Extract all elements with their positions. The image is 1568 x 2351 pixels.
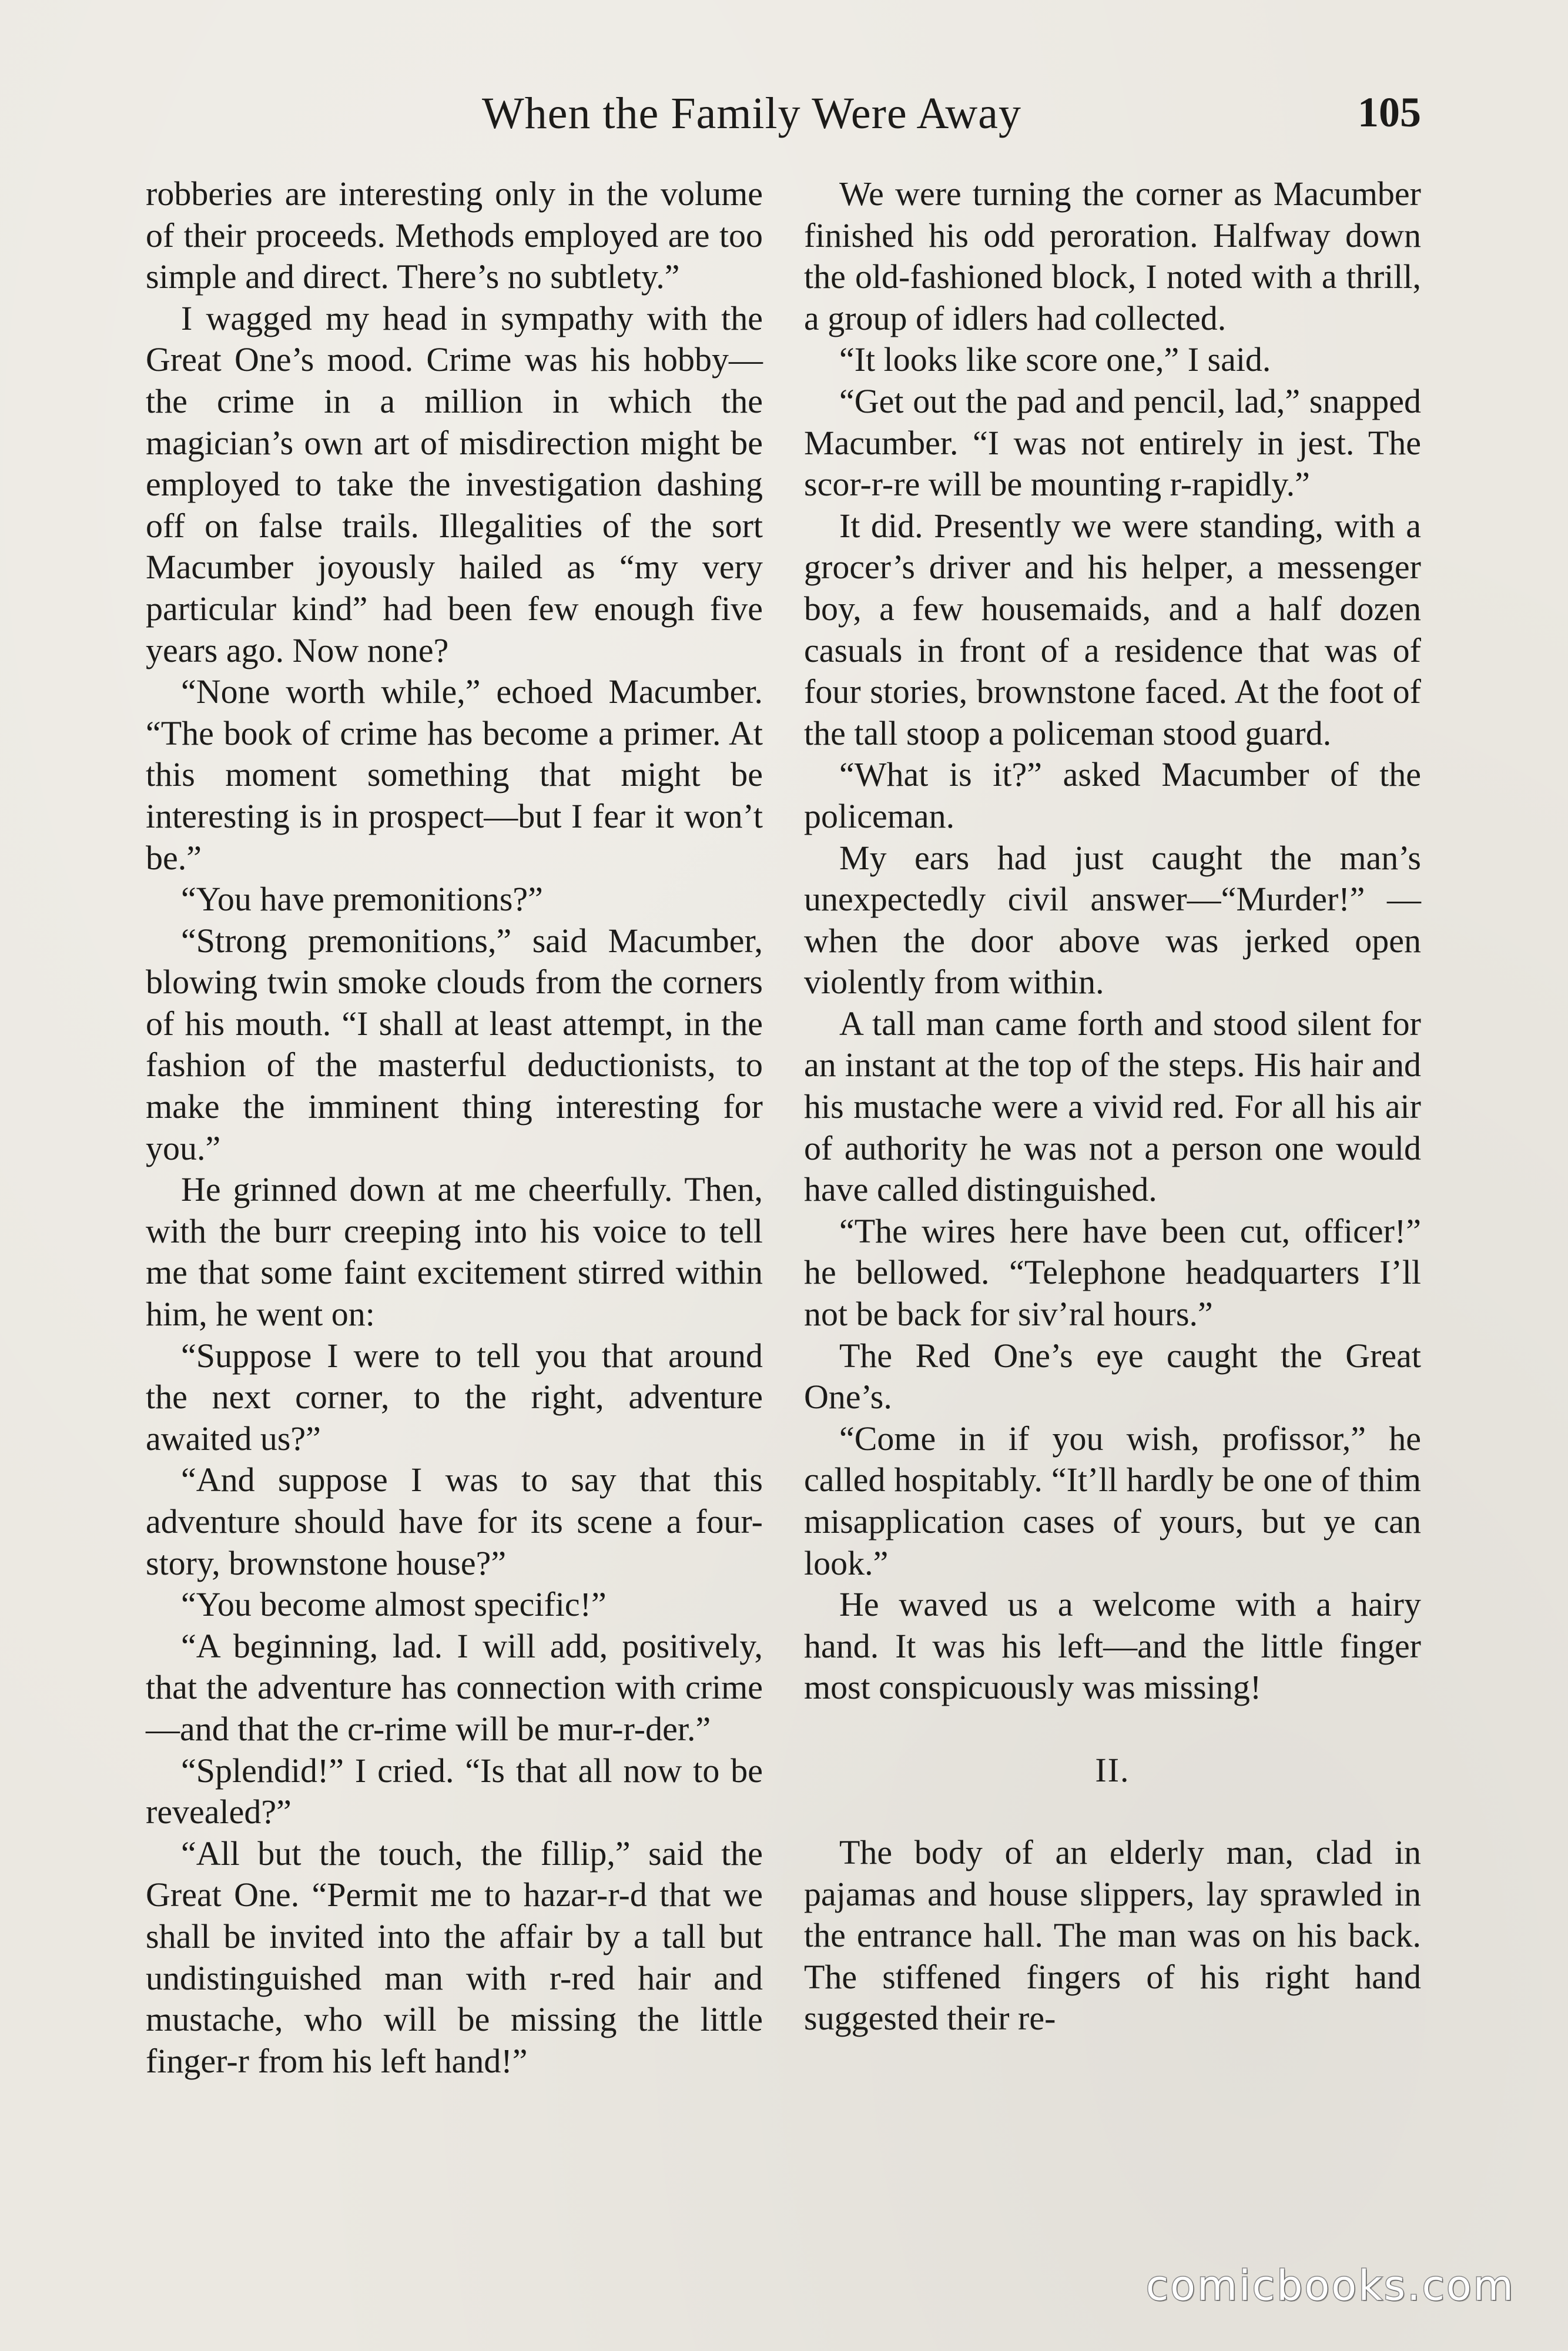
paragraph: We were turning the corner as Macumber finished his odd peroration. Halfway down the old-fashioned block, I noted with a thrill, a group of idlers had collected.	[804, 175, 1421, 337]
paragraph: “You have premonitions?”	[181, 880, 543, 919]
page-number: 105	[1358, 89, 1421, 136]
section-heading: II.	[1095, 1750, 1130, 1789]
paragraph: He grinned down at me cheerfully. Then, with the burr creeping into his voice to tell me that some faint excitement stirred within him, he went on:	[146, 1170, 763, 1334]
paragraph: “None worth while,” echoed Macumber. “The book of crime has become a primer. At this moment something that might be interesting is in prospect—but I fear it won’t be.”	[146, 672, 763, 877]
paragraph: He waved us a welcome with a hairy hand. It was his left—and the little finger most conspicuously was missing!	[804, 1585, 1421, 1707]
paragraph: “It looks like score one,” I said.	[839, 340, 1271, 379]
running-title: When the Family Were Away	[482, 89, 1022, 138]
paragraph: My ears had just caught the man’s unexpectedly civil answer—“Murder!” —when the door above was jerked open violently from within.	[804, 838, 1421, 1002]
paragraph: “A beginning, lad. I will add, positively, that the adventure has connection with crime—and that the cr-rime will be mur-r-der.”	[146, 1626, 763, 1748]
paragraph: “All but the touch, the fillip,” said the Great One. “Permit me to hazar-r-d that we shall be invited into the affair by a tall but undistinguished man with r-red hair and mustache, who will be missing the little finger-r from his left hand!”	[146, 1834, 763, 2080]
paragraph: “Get out the pad and pencil, lad,” snapped Macumber. “I was not entirely in jest. The scor-r-re will be mounting r-rapidly.”	[804, 381, 1421, 504]
watermark-logo: comicbooks.com	[1145, 2262, 1515, 2310]
paragraph: “Come in if you wish, profissor,” he called hospitably. “It’ll hardly be one of thim misapplication cases of yours, but ye can look.”	[804, 1419, 1421, 1582]
paragraph: “The wires here have been cut, officer!” he bellowed. “Telephone headquarters I’ll not be back for siv’ral hours.”	[804, 1211, 1421, 1334]
paragraph: “Strong premonitions,” said Macumber, blowing twin smoke clouds from the corners of his mouth. “I shall at least attempt, in the fashion of the masterful deductionists, to make the imminent thing interesting for you.”	[146, 921, 763, 1167]
paragraph: The Red One’s eye caught the Great One’s.	[804, 1336, 1421, 1416]
paragraph: The body of an elderly man, clad in pajamas and house slippers, lay sprawled in the entrance hall. The man was on his back. The stiffened fingers of his right hand suggested their re-	[804, 1833, 1421, 2038]
paragraph: “What is it?” asked Macumber of the policeman.	[804, 755, 1421, 835]
left-column	[146, 173, 763, 2082]
paragraph: “And suppose I was to say that this adventure should have for its scene a four-story, brownstone house?”	[146, 1461, 763, 1582]
right-column	[804, 173, 1421, 2039]
paragraph: A tall man came forth and stood silent for an instant at the top of the steps. His hair and his mustache were a vivid red. For all his air of authority he was not a person one would have called distinguished.	[804, 1004, 1421, 1209]
paragraph: “Splendid!” I cried. “Is that all now to be revealed?”	[146, 1751, 763, 1831]
paragraph: “You become almost specific!”	[181, 1585, 607, 1624]
paragraph: “Suppose I were to tell you that around the next corner, to the right, adventure awaited us?”	[146, 1336, 763, 1458]
paragraph: It did. Presently we were standing, with a grocer’s driver and his helper, a messenger boy, a few housemaids, and a half dozen casuals in front of a residence that was of four stories, brownstone faced. At the foot of the tall stoop a policeman stood guard.	[804, 506, 1421, 752]
paragraph: I wagged my head in sympathy with the Great One’s mood. Crime was his hobby—the crime in a million in which the magician’s own art of misdirection might be employed to take the investigation dashing off on false trails. Illegalities of the sort Macumber joyously hailed as “my very particular kind” had been few enough five years ago. Now none?	[146, 299, 763, 669]
paragraph: robberies are interesting only in the volume of their proceeds. Methods employed are too simple and direct. There’s no subtlety.”	[146, 175, 763, 296]
